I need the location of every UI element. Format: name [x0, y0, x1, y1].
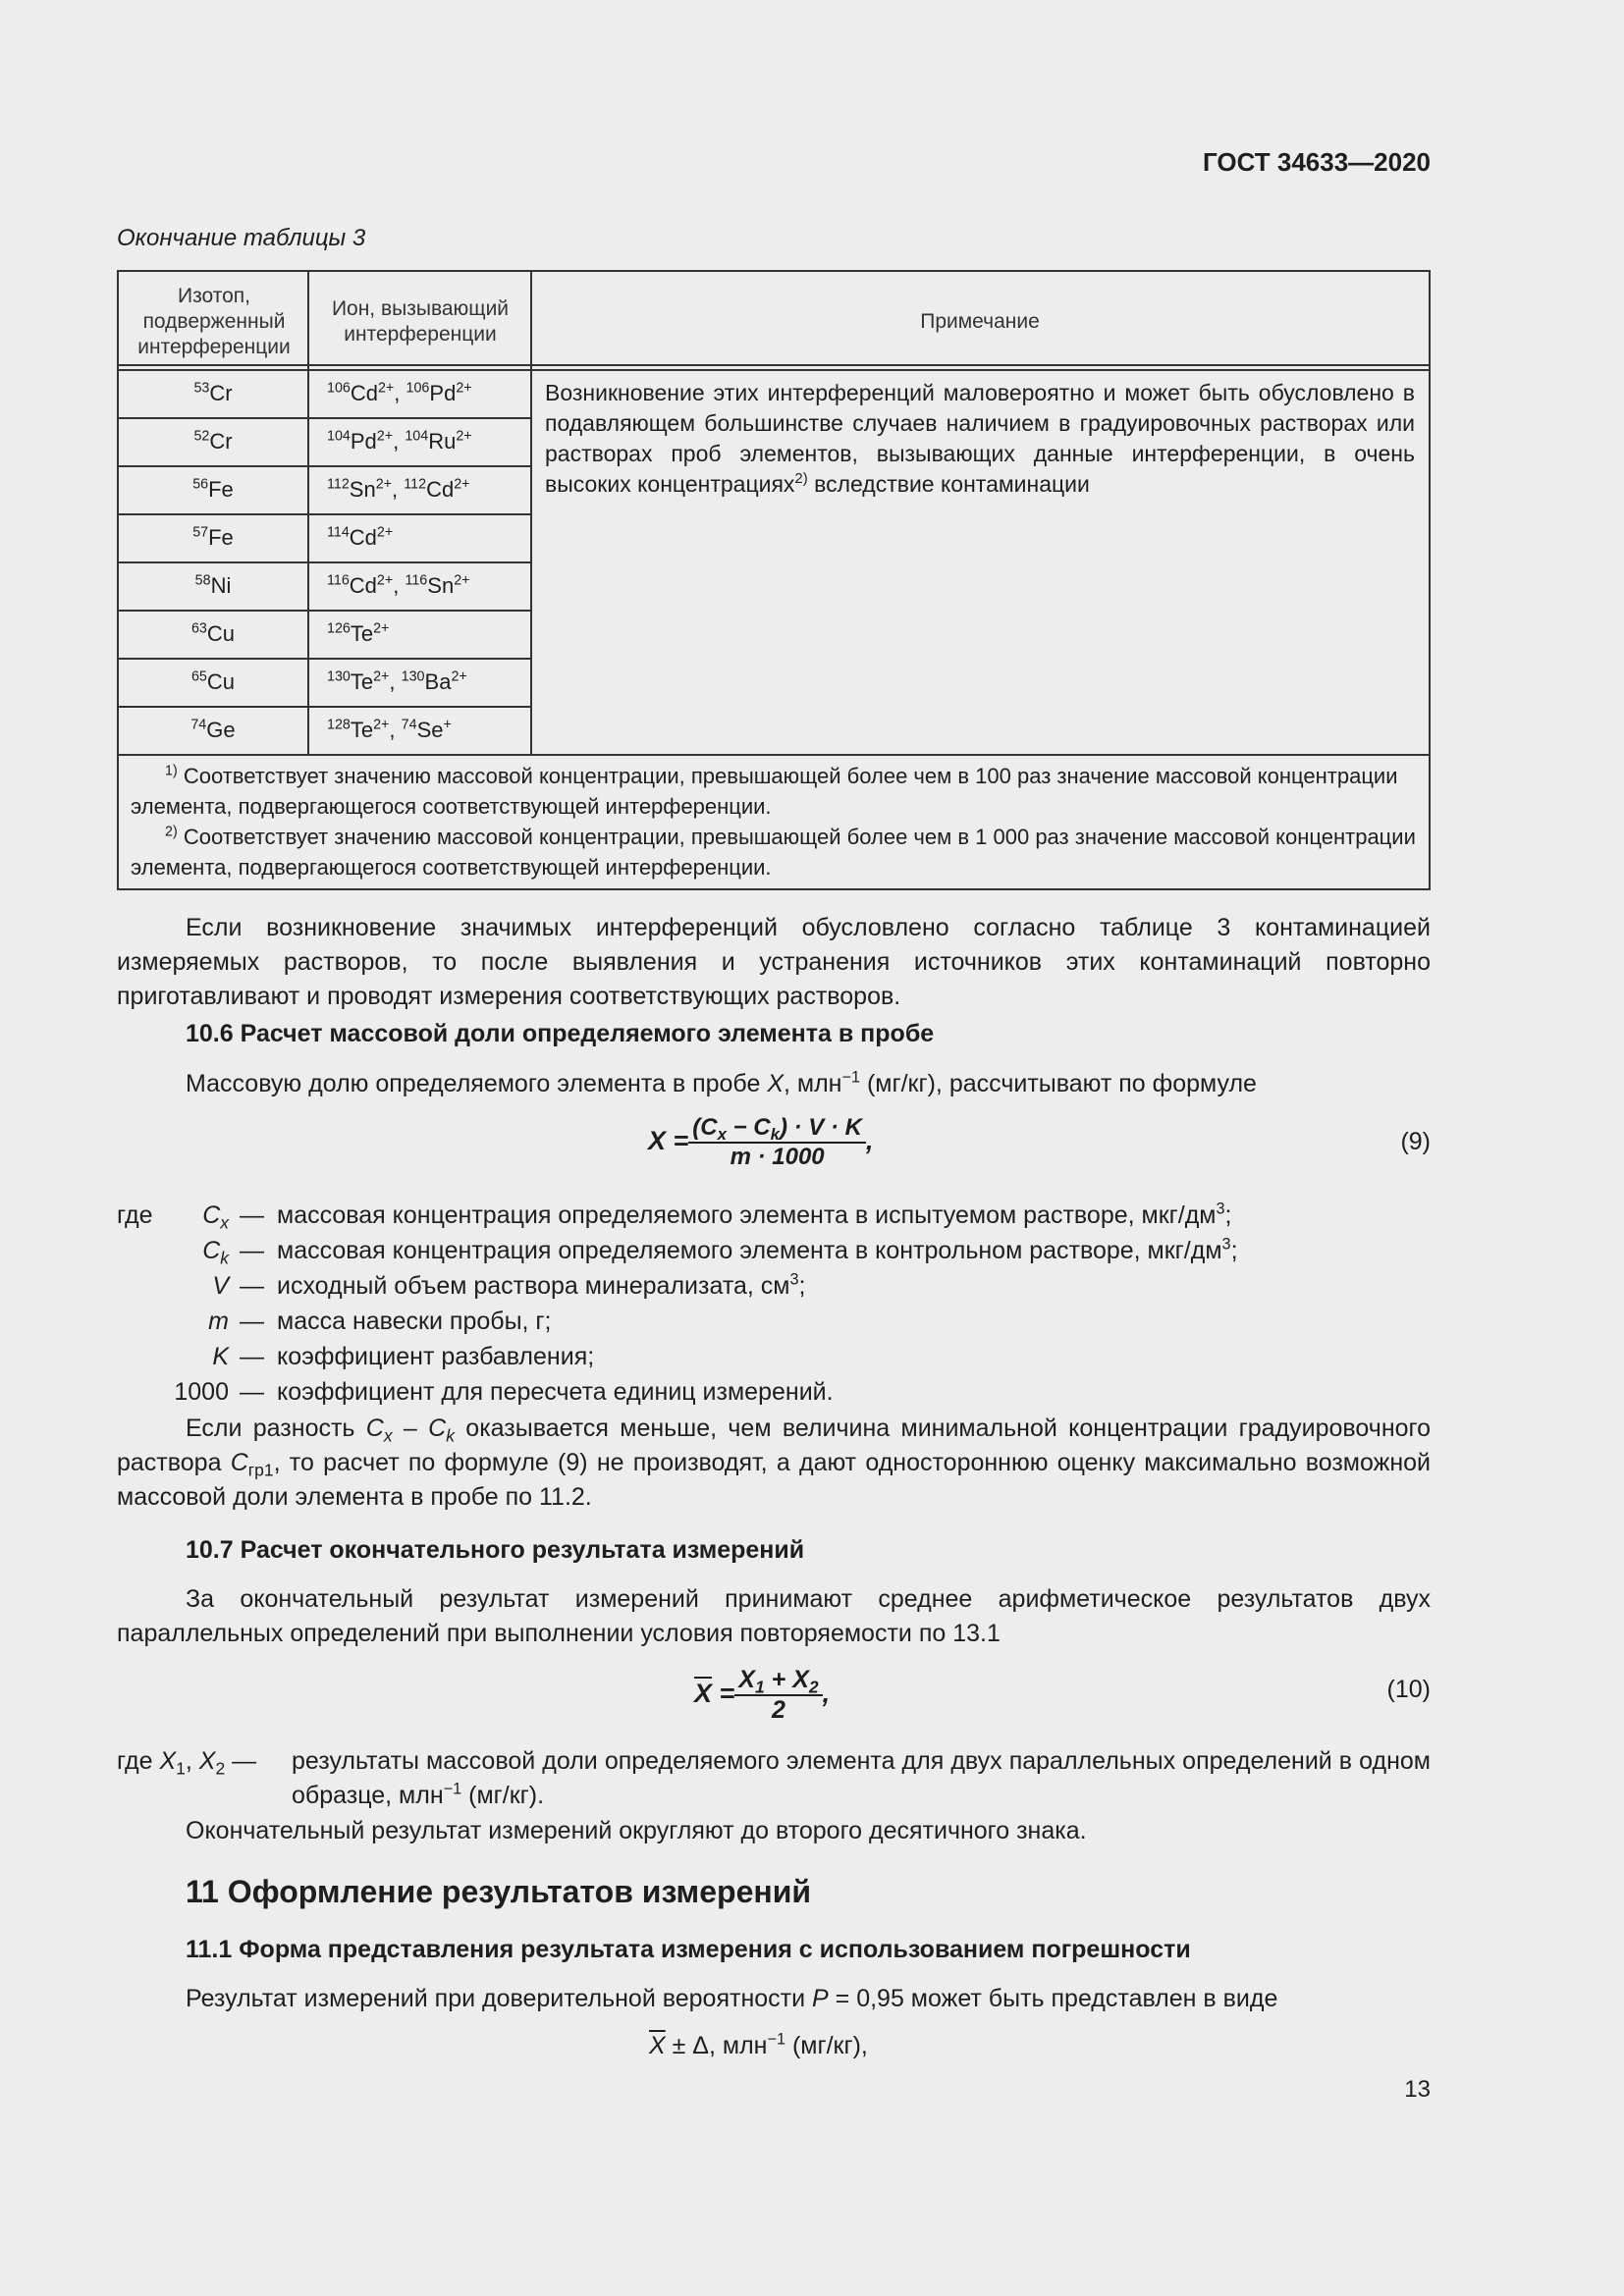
equation-number-10: (10): [1386, 1676, 1431, 1703]
footnote-2: $^{2)}$ Соответствует значению массовой концентрации, превышающей более чем в 1 000 раз значение массовой концентрации элемента, подвергающегося соответствующей интерференции.: [131, 824, 1416, 880]
table-caption: Окончание таблицы 3: [117, 225, 366, 251]
equation-number-9: (9): [1400, 1128, 1431, 1155]
column-header-note: Примечание: [920, 310, 1040, 333]
ion-cell: $^{106}Cd^{2+}$, $^{106}Pd^{2+}$: [327, 380, 472, 405]
ion-cell: $^{112}Sn^{2+}$, $^{112}Cd^{2+}$: [327, 476, 470, 502]
document-id: ГОСТ 34633—2020: [1203, 147, 1431, 177]
paragraph-difference: Если разность $C_x - C_k$ оказывается меньше, чем величина минимальной концентрации градуировочного раствора $C_{гр1}$, то расчет по формуле (9) не производят, а дают одностороннюю оценку максимально возможной массовой доли элемента в пробе по 11.2.: [117, 1415, 1431, 1511]
ion-cell: $^{128}Te^{2+}$, $^{74}$Se+: [327, 717, 452, 742]
formula-10: $\overline{X}$ = $\frac{X_1 + X_2}{2}$ ,: [694, 1666, 831, 1724]
ion-cell: $^{130}Te^{2+}$, $^{130}Ba^{2+}$: [327, 668, 467, 694]
heading-10-6: 10.6 Расчет массовой доли определяемого элемента в пробе: [186, 1020, 935, 1047]
paragraph-formula-intro: Массовую долю определяемого элемента в пробе X, млн$^{-1}$ (мг/кг), рассчитывают по формуле: [186, 1068, 1257, 1097]
paragraph-contamination: Если возникновение значимых интерференций обусловлено согласно таблице 3 контаминацией измеряемых растворов, то после выявления и устранения источников этих контаминаций повторно приготавливают и проводят измерения соответствующих растворов.: [117, 914, 1431, 1010]
footnote-1: $^{1)}$ Соответствует значению массовой концентрации, превышающей более чем в 100 раз значение массовой концентрации элемента, подвергающегося соответствующей интерференции.: [131, 763, 1398, 819]
isotope-cell: $^{56}$Fe: [192, 476, 234, 502]
heading-10-7: 10.7 Расчет окончательного результата измерений: [186, 1536, 805, 1564]
ion-cell: $^{114}Cd^{2+}$: [327, 524, 394, 550]
formula-10-legend: где $X_1$, $X_2$ — результаты массовой доли определяемого элемента для двух параллельных определений в одном образце, млн$^{-1}$ (мг/кг).: [117, 1747, 1431, 1809]
table-note: Возникновение этих интерференций маловероятно и может быть обусловлено в подавляющем большинстве случаев наличием в градуировочных растворах или растворах проб элементов, вызывающих данные интерференции, в очень высоких концентрациях$^{2)}$ вследствие контаминации: [545, 380, 1415, 497]
paragraph-result-form: Результат измерений при доверительной вероятности P = 0,95 может быть представлен в виде: [186, 1985, 1278, 2012]
isotope-cell: $^{74}$Ge: [190, 717, 236, 742]
ion-cell: $^{116}Cd^{2+}$, $^{116}Sn^{2+}$: [327, 572, 470, 598]
page-number: 13: [1404, 2076, 1431, 2103]
isotope-cell: $^{65}$Cu: [190, 668, 236, 694]
isotope-cell: $^{52}$Cr: [193, 428, 233, 454]
heading-11-1: 11.1 Форма представления результата измерения с использованием погрешности: [186, 1936, 1191, 1963]
ion-cell: $^{104}Pd^{2+}$, $^{104}Ru^{2+}$: [327, 428, 472, 454]
result-expression: $\overline{X} \pm \Delta$, млн$^{-1}$ (мг/кг),: [649, 2030, 868, 2059]
column-header-ion: Ион, вызывающий интерференции: [331, 297, 510, 346]
paragraph-rounding: Окончательный результат измерений округляют до второго десятичного знака.: [186, 1817, 1087, 1844]
isotope-cell: $^{57}$Fe: [192, 524, 234, 550]
isotope-cell: $^{53}$Cr: [193, 380, 233, 405]
heading-11: 11 Оформление результатов измерений: [186, 1874, 812, 1909]
legend-where: где: [117, 1201, 153, 1229]
interference-table: [117, 270, 1431, 890]
ion-cell: $^{126}Te^{2+}$: [327, 620, 390, 646]
paragraph-final-result: За окончательный результат измерений принимают среднее арифметическое результатов двух параллельных определений при выполнении условия повторяемости по 13.1: [117, 1585, 1431, 1647]
column-header-isotope: Изотоп, подверженный интерференции: [137, 285, 291, 358]
isotope-cell: $^{63}$Cu: [190, 620, 236, 646]
isotope-cell: $^{58}$Ni: [194, 572, 232, 598]
formula-9-legend: где $C_x$ — массовая концентрация определяемого элемента в испытуемом растворе, мкг/$дм^3$; $C_k$ — массовая концентрация определяемого элемента в контрольном растворе, мкг/$дм^3$; V — исходный объем раствора минерализата, $см^3$; m — масса навески пробы, г; K — коэффициент разбавления; 1000 — коэффициент для пересчета единиц измерений.: [117, 1200, 1238, 1406]
formula-9: X = $\frac{(C_x - C_k) \cdot V \cdot K}{m \cdot 1000}$ ,: [648, 1114, 874, 1170]
